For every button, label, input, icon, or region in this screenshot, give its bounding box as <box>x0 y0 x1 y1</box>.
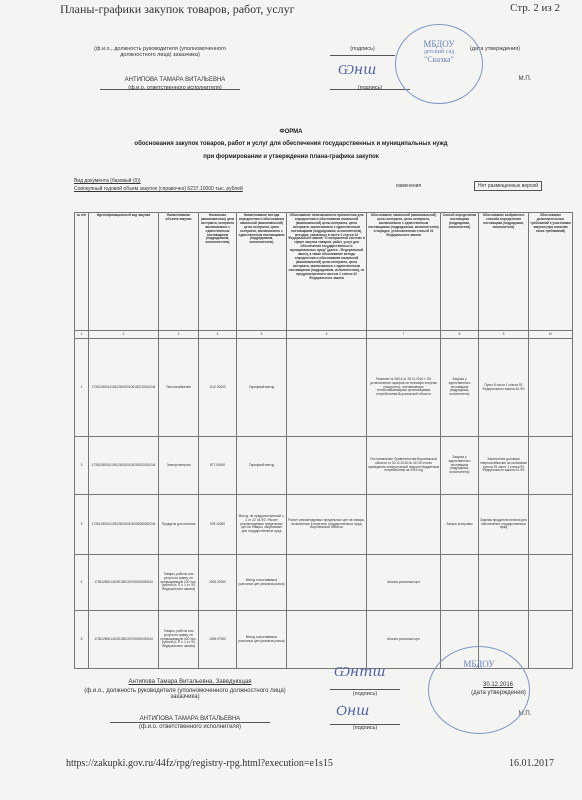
top-approval-date-label: (дата утверждения) <box>469 46 521 52</box>
table-cell <box>441 555 479 611</box>
table-row <box>75 339 573 437</box>
total-volume: Совокупный годовой объем закупок (справочно) 6237.10000 тыс. рублей <box>74 186 243 192</box>
table-cell: Продукты для питания <box>159 495 199 555</box>
table-cell: Закупка у единственного поставщика (подрядчика, исполнителя) <box>441 339 479 437</box>
header-col-6: Обоснование невозможности применения для определения и обоснования начальной (максимальной) цены контракта, цены контракта, заключаемого с единственным поставщиком (подрядчиком, исполнителем), методов, указанных в части 1 статьи 22 Федерального закона "О контрактной системе в сфере закупок товаров, работ, услуг для обеспечения государственных и муниципальных нужд" (далее - Федеральный закон), а также обоснование метода определения и обоснования начальной (максимальной) цены контракта, цены контракта, заключаемого с единственным поставщиком (подрядчиком, исполнителем), не предусмотренного частью 1 статьи 22 Федерального закона <box>287 213 367 331</box>
table-cell <box>529 495 573 555</box>
bottom-date: 30.12.2016 <box>482 682 514 688</box>
table-row <box>75 437 573 495</box>
column-number: 2 <box>89 331 159 339</box>
table-cell: 173512800141051280100100030080000244 <box>89 495 159 555</box>
header-col-2: Идентификационный код закупки <box>89 213 159 331</box>
form-word: ФОРМА <box>279 129 303 135</box>
bottom-head-name: Антипова Тамара Витальевна, Заведующая <box>128 679 252 685</box>
top-position-label: (ф.и.о., должность руководителя (уполномоченного должностного лица) заказчика) <box>94 46 226 58</box>
table-cell: Товары, работы или услуги на сумму, не превышающую 400 тыс. рублей (п. 5 ч. 1 ст. 93 Федерального закона) <box>159 611 199 669</box>
table-cell: 2000.00000 <box>199 555 237 611</box>
table-cell: Метод сопоставимых рыночных цен (анализа рынка) <box>237 611 287 669</box>
table-cell: Теплоснабжение <box>159 339 199 437</box>
table-cell: Метод сопоставимых рыночных цен (анализа рынка) <box>237 555 287 611</box>
table-cell <box>529 611 573 669</box>
table-cell: Закупка продуктов питания для обеспечения государственных нужд <box>479 495 529 555</box>
table-row <box>75 555 573 611</box>
bottom-date-label: (дата утверждения) <box>471 690 526 696</box>
column-number: 8 <box>441 331 479 339</box>
footer-url: https://zakupki.gov.ru/44fz/rpg/registry-rpg.html?execution=e1s15 <box>66 758 333 769</box>
table-cell: Пункт 8 части 1 статьи 93 Федерального закона 44-ФЗ <box>479 339 529 437</box>
bottom-signature2-label: (подпись) <box>352 725 378 731</box>
table-cell: Тарифный метод <box>237 437 287 495</box>
column-number: 3 <box>159 331 199 339</box>
table-cell: Электроэнергия <box>159 437 199 495</box>
table-cell: Метод, не предусмотренный ч. 1 ст. 22 44-ФЗ. Расчет рекомендуемых предельных цен на товары, закупаемые для государственных нужд <box>237 495 287 555</box>
table-cell: Закупка у единственного поставщика (подрядчика, исполнителя) <box>441 437 479 495</box>
table-cell: Анализ рыночных цен <box>367 611 441 669</box>
bottom-mp-label: М.П. <box>518 711 532 717</box>
column-number: 5 <box>237 331 287 339</box>
table-cell: 173512800141051280100700010000244 <box>89 555 159 611</box>
form-title-line1: обоснования закупок товаров, работ и услуг для обеспечения государственных и муниципальных нужд <box>134 141 448 147</box>
table-cell <box>479 555 529 611</box>
bottom-head-label: (ф.и.о., должность руководителя (уполномоченного должностного лица) заказчика) <box>84 688 286 700</box>
table-cell <box>529 555 573 611</box>
table-cell: 173512800141051280100100200020024244 <box>89 437 159 495</box>
table-cell <box>367 495 441 555</box>
table-cell: 1269.97000 <box>199 611 237 669</box>
top-signature-label: (подпись) <box>350 46 375 52</box>
table-cell <box>287 437 367 495</box>
table-cell: 3 <box>75 495 89 555</box>
footer-date: 16.01.2017 <box>509 758 554 769</box>
handwritten-signature-bottom-1: Ѡнтш <box>334 664 386 680</box>
table-cell: Расчет рекомендуемых предельных цен на товары, включенные в перечень государственных нужд Воронежской области <box>287 495 367 555</box>
column-number: 10 <box>529 331 573 339</box>
table-cell: 877.00000 <box>199 437 237 495</box>
header-col-8: Способ определения поставщика (подрядчика, исполнителя) <box>441 213 479 331</box>
table-cell: 978.10000 <box>199 495 237 555</box>
form-title-line2: при формировании и утверждении плана-графика закупок <box>203 154 379 160</box>
column-number: 6 <box>287 331 367 339</box>
top-executor-label: (ф.и.о. ответственного исполнителя) <box>128 85 222 91</box>
organization-stamp-bottom: МБДОУ <box>428 646 530 734</box>
header-col-1: № п/п <box>75 213 89 331</box>
top-signature2-label: (подпись) <box>357 85 383 91</box>
column-number: 9 <box>479 331 529 339</box>
header-col-7: Обоснование начальной (максимальной) цены контракта, цены контракта, заключаемого с единственным поставщиком (подрядчиком, исполнителем) в порядке, установленном статьей 22 Федерального закона <box>367 213 441 331</box>
top-executor-name: АНТИПОВА ТАМАРА ВИТАЛЬЕВНА <box>124 77 226 83</box>
table-cell: Решение № 94/14 от 25.11.2016 г. Об установлении тарифов на тепловую энергию (мощность), поставляемую теплоснабжающими организациями потребителям Воронежской области <box>367 339 441 437</box>
table-cell <box>287 339 367 437</box>
table-cell: 173512800141051280100700020000244 <box>89 611 159 669</box>
table-cell: Тарифный метод <box>237 339 287 437</box>
column-number: 4 <box>199 331 237 339</box>
column-number: 7 <box>367 331 441 339</box>
doc-type: Вид документа (базовый (0)) <box>74 178 141 184</box>
table-cell: Заключение договора энергоснабжения на основании пункта 29 части 1 статьи 93 Федерального закона 44-ФЗ <box>479 437 529 495</box>
table-cell: Товары, работы или услуги на сумму, не превышающую 100 тыс. рублей (п. 4 ч. 1 ст. 93 Федерального закона) <box>159 555 199 611</box>
page-number: Стр. 2 из 2 <box>510 2 560 14</box>
table-cell: 5 <box>75 611 89 669</box>
justification-table <box>74 212 573 669</box>
bottom-executor-label: (ф.и.о. ответственного исполнителя) <box>139 724 241 730</box>
organization-stamp-top: МБДОУ детский сад "Сказка" <box>395 24 483 104</box>
table-cell: Запрос котировок <box>441 495 479 555</box>
header-col-4: Начальная (максимальная) цена контракта, контракта заключаемого с единственным поставщиком (подрядчиком, исполнителем) <box>199 213 237 331</box>
bottom-executor-name: АНТИПОВА ТАМАРА ВИТАЛЬЕВНА <box>139 716 241 722</box>
table-cell <box>287 611 367 669</box>
table-cell: 1112.00000 <box>199 339 237 437</box>
header-col-10: Обоснование дополнительных требований к участникам закупки (при наличии таких требований) <box>529 213 573 331</box>
table-cell: 173512800141051280100100100210024244 <box>89 339 159 437</box>
header-col-9: Обоснование выбранного способа определения поставщика (подрядчика, исполнителя) <box>479 213 529 331</box>
table-cell <box>529 437 573 495</box>
top-mp-label: М.П. <box>518 76 532 82</box>
page-header-title: Планы-графики закупок товаров, работ, услуг <box>60 2 295 16</box>
column-number: 1 <box>75 331 89 339</box>
table-cell <box>529 339 573 437</box>
table-cell: 1 <box>75 339 89 437</box>
table-cell: 4 <box>75 555 89 611</box>
table-cell: Постановление Правительства Воронежской области от 30.12.2016 № 44 Об итогах проведения электрической энергии бюджетным потребителям на 2016 год <box>367 437 441 495</box>
header-col-3: Наименование объекта закупки <box>159 213 199 331</box>
changes-label: изменения <box>396 183 422 189</box>
handwritten-signature-top: Ѡнш <box>338 62 377 78</box>
header-col-5: Наименование метода определения и обоснования начальной (максимальной) цены контракта, цены контракта, заключаемого с единственным поставщиком (подрядчиком, исполнителем) <box>237 213 287 331</box>
table-cell: Анализ рыночных цен <box>367 555 441 611</box>
placed-versions: Нет размещенных версий <box>474 181 542 191</box>
table-cell <box>287 555 367 611</box>
table-cell: 2 <box>75 437 89 495</box>
handwritten-signature-bottom-2: Ѻнш <box>336 703 370 719</box>
table-row <box>75 495 573 555</box>
bottom-signature-label: (подпись) <box>352 691 378 697</box>
